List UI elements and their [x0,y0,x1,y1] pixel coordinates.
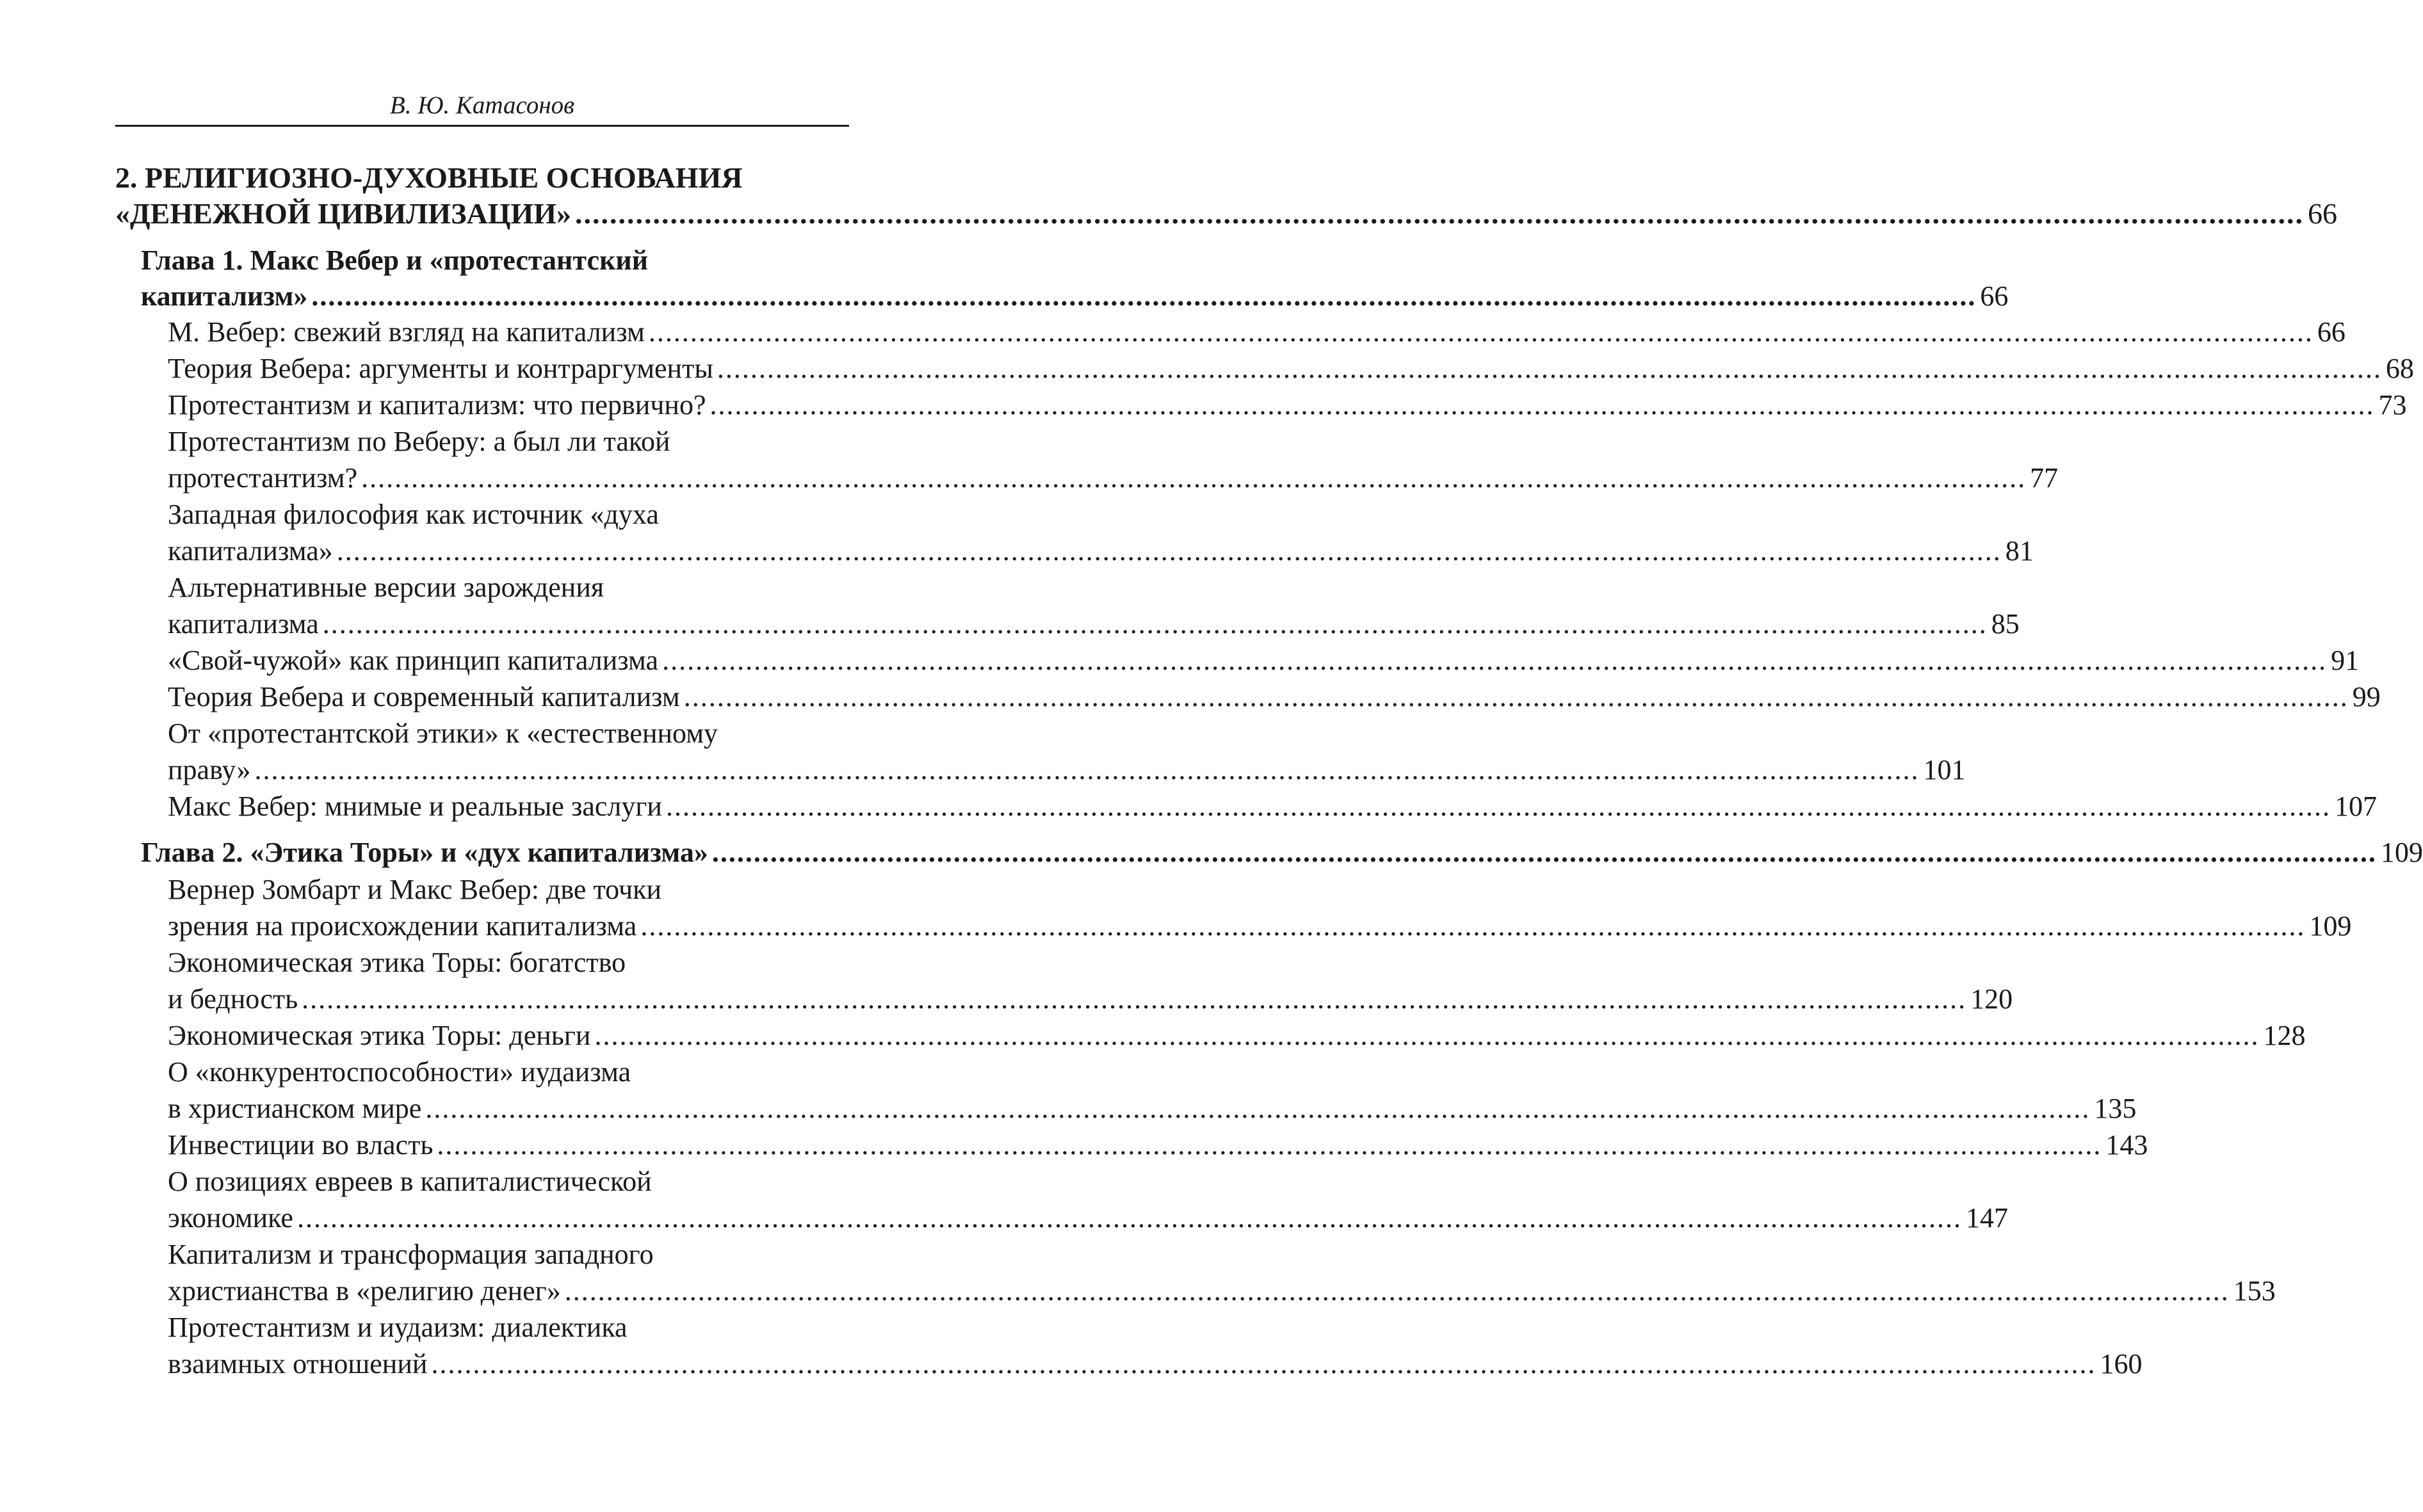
toc-entry: Теория Вебера: аргументы и контраргументы ........................................................................................................................................................................................................ 68 [168,351,849,387]
page-number: 147 [1965,1202,2008,1234]
page-number: 66 [2308,197,2338,230]
toc-entry-line-1: О «конкурентоспособности» иудаизма [168,1056,631,1088]
page-number: 107 [2334,791,2377,822]
toc-entry: Инвестиции во власть ........................................................................................................................................................................................................ 143 [168,1127,849,1163]
toc-entry-line-1: Альтернативные версии зарождения [168,572,604,603]
toc-entry: Теория Вебера и современный капитализм ........................................................................................................................................................................................................ 99 [168,679,849,715]
leader-dots: ........................................................................................................................................................................................................ [296,1202,1962,1234]
toc-entry-line-1: Протестантизм и иудаизм: диалектика [168,1312,628,1343]
leader-dots: ........................................................................................................................................................................................................ [594,1020,2260,1051]
leader-dots: ........................................................................................................................................................................................................ [336,535,2002,567]
leader-dots: ........................................................................................................................................................................................................ [322,608,1988,639]
toc-entry-line-2: христианства в «религию денег» ........................................................................................................................................................................................................ 153 [168,1273,849,1309]
page-number: 153 [2233,1275,2276,1307]
page-number: 143 [2105,1129,2148,1161]
toc-entry-line-1: О позициях евреев в капиталистической [168,1166,652,1197]
page-number: 109 [2309,910,2352,942]
part-title-line-2: «ДЕНЕЖНОЙ ЦИВИЛИЗАЦИИ» ........................................................................................................................................................................................................ 66 [115,196,849,232]
toc-entry-line-2: экономике ........................................................................................................................................................................................................ 147 [168,1200,849,1236]
leader-dots: ........................................................................................................................................................................................................ [302,983,1967,1015]
toc-entry: Экономическая этика Торы: деньги ........................................................................................................................................................................................................ 128 [168,1018,849,1054]
toc-entry-line-1: Экономическая этика Торы: богатство [168,947,626,978]
leader-dots: ........................................................................................................................................................................................................ [425,1093,2091,1124]
page-number: 66 [2317,316,2346,348]
toc-entry: Макс Вебер: мнимые и реальные заслуги ........................................................................................................................................................................................................ 107 [168,789,849,824]
leader-dots: ........................................................................................................................................................................................................ [683,681,2349,712]
page-number: 120 [1970,983,2013,1015]
leader-dots: ........................................................................................................................................................................................................ [254,754,1920,785]
page-number: 73 [2378,389,2407,421]
leader-dots: ........................................................................................................................................................................................................ [437,1129,2102,1161]
toc-entry-line-2: праву» ........................................................................................................................................................................................................ 101 [168,752,849,788]
toc-entry-line-1: Протестантизм по Веберу: а был ли такой [168,426,670,457]
leader-dots: ........................................................................................................................................................................................................ [711,837,2377,868]
leader-dots: ........................................................................................................................................................................................................ [575,197,2305,230]
page-number: 85 [1991,608,2020,639]
leader-dots: ........................................................................................................................................................................................................ [717,353,2382,384]
toc-entry-line-2: зрения на происхождении капитализма ........................................................................................................................................................................................................ 109 [168,908,849,944]
toc-entry-line-1: От «протестантской этики» к «естественному [168,718,718,749]
toc-entry-line-1: Западная философия как источник «духа [168,499,659,530]
page-number: 101 [1923,754,1966,785]
page-number: 66 [1980,280,2009,312]
page-number: 109 [2380,837,2423,868]
running-head: В. Ю. Катасонов [389,92,575,119]
page-number: 128 [2263,1020,2306,1051]
toc-entry-line-1: Вернер Зомбарт и Макс Вебер: две точки [168,874,662,905]
chapter-1-title-line-2: капитализм» ........................................................................................................................................................................................................ 66 [141,278,849,314]
chapter-2-title: Глава 2. «Этика Торы» и «дух капитализма» ........................................................................................................................................................................................................ 109 [141,835,849,871]
part-title-line-1: 2. РЕЛИГИОЗНО-ДУХОВНЫЕ ОСНОВАНИЯ [115,161,743,194]
leader-dots: ........................................................................................................................................................................................................ [662,645,2328,676]
page-number: 91 [2331,645,2360,676]
toc-entry: «Свой-чужой» как принцип капитализма ........................................................................................................................................................................................................ 91 [168,643,849,679]
leader-dots: ........................................................................................................................................................................................................ [640,910,2306,942]
toc-entry-line-2: взаимных отношений ........................................................................................................................................................................................................ 160 [168,1346,849,1382]
toc-entry-line-1: Капитализм и трансформация западного [168,1239,654,1270]
toc-entry: Протестантизм и капитализм: что первично? ........................................................................................................................................................................................................ 73 [168,387,849,423]
leader-dots: ........................................................................................................................................................................................................ [361,462,2027,494]
toc-entry: М. Вебер: свежий взгляд на капитализм ........................................................................................................................................................................................................ 66 [168,314,849,350]
toc-entry-line-2: капитализма» ........................................................................................................................................................................................................ 81 [168,533,849,569]
leader-dots: ........................................................................................................................................................................................................ [665,791,2331,822]
leader-dots: ........................................................................................................................................................................................................ [564,1275,2230,1307]
page-number: 81 [2005,535,2034,567]
toc-entry-line-2: протестантизм? ........................................................................................................................................................................................................ 77 [168,460,849,496]
page-number: 68 [2385,353,2414,384]
leader-dots: ........................................................................................................................................................................................................ [709,389,2375,421]
leader-dots: ........................................................................................................................................................................................................ [648,316,2314,348]
page-number: 135 [2094,1093,2137,1124]
leader-dots: ........................................................................................................................................................................................................ [431,1348,2096,1379]
page-number: 160 [2100,1348,2143,1379]
chapter-1-title-line-1: Глава 1. Макс Вебер и «протестантский [141,245,649,276]
toc-entry-line-2: в христианском мире ........................................................................................................................................................................................................ 135 [168,1091,849,1127]
page-number: 99 [2352,681,2381,712]
toc-entry-line-2: капитализма ........................................................................................................................................................................................................ 85 [168,606,849,642]
toc-entry-line-2: и бедность ........................................................................................................................................................................................................ 120 [168,981,849,1017]
page-number: 77 [2030,462,2059,494]
leader-dots: ........................................................................................................................................................................................................ [311,280,1977,312]
